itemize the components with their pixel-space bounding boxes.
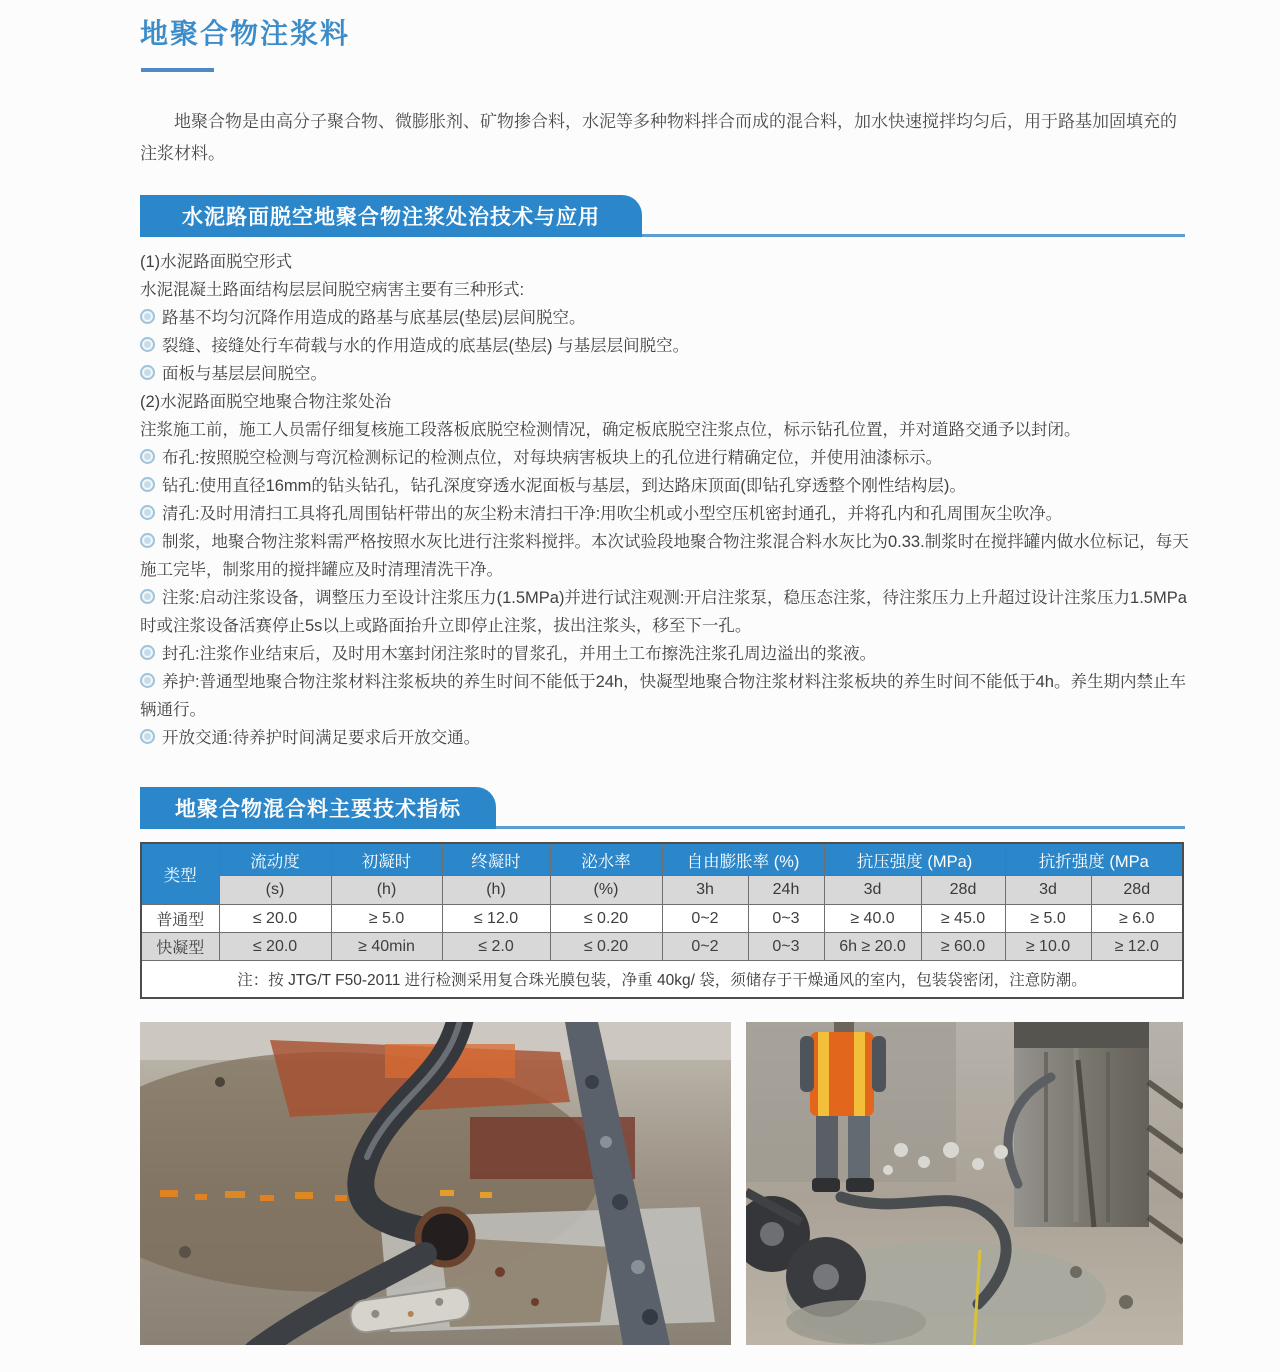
value-cell: ≥ 40min [331,933,442,961]
column-header: 抗压强度 (MPa) [824,843,1005,876]
value-cell: ≤ 0.20 [550,933,662,961]
table-header [141,843,1183,905]
body-paragraph [140,500,1192,528]
body-paragraph [140,248,1192,276]
column-subheader: 24h [748,876,824,905]
value-cell: ≤ 12.0 [442,905,550,933]
column-header: 自由膨胀率 (%) [662,843,824,876]
paragraph-text: 封孔:注浆作业结束后，及时用木塞封闭注浆时的冒浆孔，并用土工布擦洗注浆孔周边溢出的浆液。 [162,645,877,663]
ring-bullet-icon [140,729,155,744]
table-footer [141,961,1183,999]
column-subheader: 28d [1091,876,1183,905]
technical-spec-table [140,842,1184,999]
section2-heading: 地聚合物混合料主要技术指标 [175,798,461,821]
column-subheader: (%) [550,876,662,905]
body-paragraph [140,416,1192,444]
value-cell: ≥ 12.0 [1091,933,1183,961]
photo-grouting-worker-equipment [746,1022,1183,1345]
table-row [141,933,1183,961]
ring-bullet-icon [140,309,155,324]
value-cell: 0~2 [662,905,748,933]
body-paragraph [140,388,1192,416]
body-paragraph [140,528,1192,584]
ring-bullet-icon [140,645,155,660]
column-header: 抗折强度 (MPa [1005,843,1183,876]
value-cell: ≥ 5.0 [1005,905,1091,933]
paragraph-text: 布孔:按照脱空检测与弯沉检测标记的检测点位，对每块病害板块上的孔位进行精确定位，并使用油漆标示。 [162,449,943,467]
section1-heading-banner [140,195,642,237]
ring-bullet-icon [140,477,155,492]
section1-body [140,248,1192,752]
ring-bullet-icon [140,505,155,520]
value-cell: 0~3 [748,905,824,933]
paragraph-text: 裂缝、接缝处行车荷载与水的作用造成的底基层(垫层) 与基层层间脱空。 [162,337,690,355]
value-cell: ≤ 20.0 [219,933,331,961]
value-cell: ≥ 5.0 [331,905,442,933]
value-cell: ≥ 10.0 [1005,933,1091,961]
paragraph-text: 注浆施工前，施工人员需仔细复核施工段落板底脱空检测情况，确定板底脱空注浆点位，标示钻孔位置，并对道路交通予以封闭。 [140,421,1081,439]
ring-bullet-icon [140,449,155,464]
ring-bullet-icon [140,337,155,352]
value-cell: ≥ 6.0 [1091,905,1183,933]
value-cell: ≤ 0.20 [550,905,662,933]
ring-bullet-icon [140,533,155,548]
value-cell: ≤ 20.0 [219,905,331,933]
paragraph-text: 面板与基层层间脱空。 [162,365,327,383]
body-paragraph [140,444,1192,472]
paragraph-text: 钻孔:使用直径16mm的钻头钻孔，钻孔深度穿透水泥面板与基层，到达路床顶面(即钻孔穿透整个刚性结构层)。 [162,477,966,495]
value-cell: 0~2 [662,933,748,961]
column-header: 泌水率 [550,843,662,876]
row-type-cell: 普通型 [141,905,219,933]
body-paragraph [140,640,1192,668]
body-paragraph [140,724,1192,752]
value-cell: ≤ 2.0 [442,933,550,961]
column-subheader: 3d [824,876,921,905]
paragraph-text: (2)水泥路面脱空地聚合物注浆处治 [140,393,392,411]
paragraph-text: 制浆，地聚合物注浆料需严格按照水灰比进行注浆料搅拌。本次试验段地聚合物注浆混合料水灰比为0.33.制浆时在搅拌罐内做水位标记，每天施工完毕，制浆用的搅拌罐应及时清理清洗干净。 [140,533,1189,579]
row-type-cell: 快凝型 [141,933,219,961]
column-subheader: 3d [1005,876,1091,905]
column-subheader: (h) [331,876,442,905]
body-paragraph [140,668,1192,724]
worksite-photo-illustration [746,1022,1183,1345]
value-cell: ≥ 40.0 [824,905,921,933]
ring-bullet-icon [140,673,155,688]
column-subheader: 3h [662,876,748,905]
section1-heading: 水泥路面脱空地聚合物注浆处治技术与应用 [182,206,600,229]
paragraph-text: 注浆:启动注浆设备，调整压力至设计注浆压力(1.5MPa)并进行试注观测:开启注浆泵，稳压态注浆，待注浆压力上升超过设计注浆压力1.5MPa时或注浆设备活赛停止5s以上或路面抬升立即停止注浆，拔出注浆头，移至下一孔。 [140,589,1187,635]
page-title: 地聚合物注浆料 [140,18,351,49]
body-paragraph [140,304,1192,332]
section2-heading-banner [140,787,496,829]
column-header: 流动度 [219,843,331,876]
table-body [141,905,1183,961]
body-paragraph [140,584,1192,640]
table-note: 注：按 JTG/T F50-2011 进行检测采用复合珠光膜包装，净重 40kg/ 袋，须储存于干燥通风的室内，包装袋密闭，注意防潮。 [141,961,1183,999]
paragraph-text: 水泥混凝土路面结构层层间脱空病害主要有三种形式: [140,281,525,299]
value-cell: ≥ 60.0 [921,933,1005,961]
column-subheader: (h) [442,876,550,905]
photo-grouting-hose-on-pavement [140,1022,731,1345]
body-paragraph [140,332,1192,360]
body-paragraph [140,472,1192,500]
paragraph-text: (1)水泥路面脱空形式 [140,253,293,271]
column-subheader: (s) [219,876,331,905]
pavement-photo-illustration [140,1022,731,1345]
paragraph-text: 路基不均匀沉降作用造成的路基与底基层(垫层)层间脱空。 [162,309,586,327]
value-cell: 0~3 [748,933,824,961]
column-header: 初凝时 [331,843,442,876]
column-subheader: 28d [921,876,1005,905]
intro-paragraph: 地聚合物是由高分子聚合物、微膨胀剂、矿物掺合料，水泥等多种物料拌合而成的混合料，加水快速搅拌均匀后，用于路基加固填充的注浆材料。 [140,112,1177,163]
column-header: 终凝时 [442,843,550,876]
column-header: 类型 [141,843,219,905]
ring-bullet-icon [140,365,155,380]
value-cell: ≥ 45.0 [921,905,1005,933]
paragraph-text: 开放交通:待养护时间满足要求后开放交通。 [162,729,481,747]
body-paragraph [140,276,1192,304]
paragraph-text: 清孔:及时用清扫工具将孔周围钻杆带出的灰尘粉末清扫干净:用吹尘机或小型空压机密封通孔，并将孔内和孔周围灰尘吹净。 [162,505,1063,523]
title-underline-dash [141,68,214,72]
body-paragraph [140,360,1192,388]
table-row [141,905,1183,933]
paragraph-text: 养护:普通型地聚合物注浆材料注浆板块的养生时间不能低于24h，快凝型地聚合物注浆材料注浆板块的养生时间不能低于4h。养生期内禁止车辆通行。 [140,673,1186,719]
value-cell: 6h ≥ 20.0 [824,933,921,961]
ring-bullet-icon [140,589,155,604]
